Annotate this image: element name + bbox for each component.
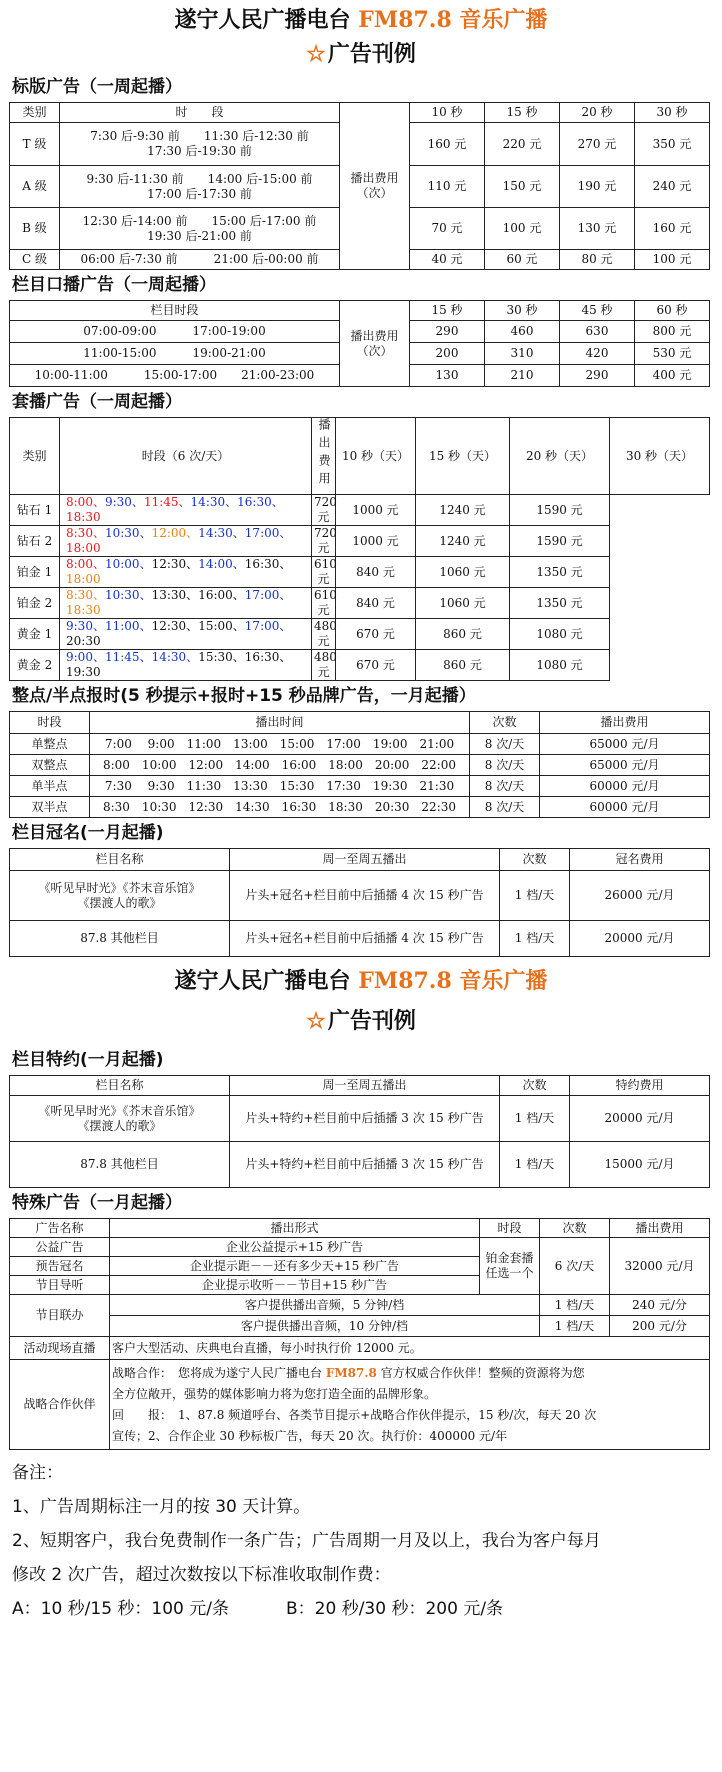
row-fee: 240 元/分 — [610, 1295, 710, 1316]
price-cell: 860 元 — [416, 619, 510, 650]
notes — [12, 1450, 722, 1626]
row-form: 企业提示收听－－节目+15 秒广告 — [110, 1276, 480, 1295]
row-desc: 片头+冠名+栏目前中后插播 4 次 15 秒广告 — [230, 871, 500, 921]
price-cell: 400 元 — [635, 365, 710, 387]
row-times: 8:00 10:00 12:00 14:00 16:00 18:00 20:00 22:00 — [90, 755, 470, 776]
table-taobo — [9, 417, 710, 681]
row-form: 客户提供播出音频，5 分钟/档 — [110, 1295, 540, 1316]
row-times: 7:00 9:00 11:00 13:00 15:00 17:00 19:00 21:00 — [90, 734, 470, 755]
row-name: 预告冠名 — [10, 1257, 110, 1276]
section-title-guanming: 栏目冠名(一月起播) — [12, 823, 164, 843]
header-cell: 周一至周五播出 — [230, 1076, 500, 1096]
name-line: 《听见早时光》《芥末音乐馆》 — [38, 1103, 201, 1118]
partner-text: 官方权威合作伙伴！整频的资源将为您 — [376, 1365, 585, 1380]
row-desc: 片头+冠名+栏目前中后插播 4 次 15 秒广告 — [230, 921, 500, 957]
price-cell: 290 — [560, 365, 635, 387]
price-cell: 530 元 — [635, 343, 710, 365]
row-fee: 65000 元/月 — [540, 755, 710, 776]
time-slot: 13:30 — [151, 588, 187, 602]
row-type: 黄金 2 — [10, 650, 60, 681]
fee-b: B：20 秒/30 秒：200 元/条 — [286, 1599, 504, 1619]
row-slots: 8:00、10:00、12:30、14:00、16:30、18:00 — [60, 557, 312, 588]
row-time: 10:00-11:00 15:00-17:00 21:00-23:00 — [10, 365, 340, 387]
row-time: 06:00 后-7:30 前 21:00 后-00:00 前 — [60, 250, 340, 270]
table-biaoban — [9, 102, 710, 270]
time-slot: 16:30 — [244, 650, 280, 664]
table-row — [10, 1096, 710, 1142]
header-cell: 时段 — [480, 1219, 540, 1238]
table-row — [10, 588, 710, 619]
price-cell: 190 元 — [560, 166, 635, 208]
page-title-2 — [0, 965, 722, 997]
header-cell: 次数 — [540, 1219, 610, 1238]
subtitle-text: 广告刊例 — [327, 1008, 416, 1034]
price-cell: 1000 元 — [336, 495, 416, 526]
row-count: 1 档/天 — [500, 871, 570, 921]
note-item: 2、短期客户，我台免费制作一条广告；广告周期一月及以上，我台为客户每月 — [12, 1531, 601, 1551]
row-type: 铂金 2 — [10, 588, 60, 619]
page-subtitle — [0, 36, 722, 72]
row-time — [60, 166, 340, 208]
row-fee: 200 元/分 — [610, 1316, 710, 1337]
time-slot: 14:30 — [151, 650, 187, 664]
time-slot: 9:00 — [66, 650, 93, 664]
table-row — [10, 1337, 710, 1360]
time-slot: 11:00 — [104, 619, 140, 633]
row-count: 8 次/天 — [470, 734, 540, 755]
time-line: 17:00 后-17:30 前 — [147, 186, 252, 201]
table-row — [10, 776, 710, 797]
time-slot: 12:00 — [151, 526, 187, 540]
time-slot: 16:00 — [198, 588, 233, 602]
header-cell: 播出形式 — [110, 1219, 480, 1238]
time-slot: 8:00 — [66, 557, 93, 571]
price-cell: 840 元 — [336, 588, 416, 619]
table-header-row — [10, 103, 710, 123]
time-slot: 8:00 — [66, 495, 93, 509]
price-cell: 420 — [560, 343, 635, 365]
partner-line: 全方位敞开，强势的媒体影响力将为您打造全面的品牌形象。 — [112, 1386, 437, 1401]
table-row — [10, 734, 710, 755]
duration-header: 30 秒 — [635, 103, 710, 123]
row-count: 1 档/天 — [500, 921, 570, 957]
row-time — [60, 123, 340, 166]
table-header-row — [10, 301, 710, 321]
row-count: 1 档/天 — [500, 1142, 570, 1188]
notes-title: 备注： — [12, 1463, 63, 1483]
row-slots: 8:00、9:30、11:45、14:30、16:30、18:30 — [60, 495, 312, 526]
row-name: 单整点 — [10, 734, 90, 755]
time-slot: 10:30 — [104, 588, 140, 602]
row-desc: 片头+特约+栏目前中后插播 3 次 15 秒广告 — [230, 1096, 500, 1142]
header-cell: 周一至周五播出 — [230, 849, 500, 871]
time-slot: 15:30 — [198, 650, 233, 664]
price-cell: 1240 元 — [416, 495, 510, 526]
price-cell: 1060 元 — [416, 588, 510, 619]
table-row — [10, 1238, 710, 1257]
row-count: 8 次/天 — [470, 797, 540, 818]
time-slot: 17:00 — [244, 526, 280, 540]
header-cell: 栏目名称 — [10, 849, 230, 871]
price-cell: 60 元 — [485, 250, 560, 270]
price-cell: 840 元 — [336, 557, 416, 588]
row-name: 活动现场直播 — [10, 1337, 110, 1360]
time-slot: 10:30 — [104, 526, 140, 540]
header-cell: 次数 — [500, 849, 570, 871]
duration-header: 30 秒 — [485, 301, 560, 321]
duration-header: 20 秒（天） — [510, 418, 610, 495]
row-time: 11:00-15:00 19:00-21:00 — [10, 343, 340, 365]
table-header-row — [10, 712, 710, 734]
price-cell: 720 元 — [312, 495, 336, 526]
table-row — [10, 871, 710, 921]
price-cell: 240 元 — [635, 166, 710, 208]
slot-cell: 铂金套播任选一个 — [480, 1238, 540, 1295]
table-guanming — [9, 848, 710, 957]
table-row — [10, 557, 710, 588]
row-name: 战略合作伙伴 — [10, 1360, 110, 1450]
price-cell: 670 元 — [336, 619, 416, 650]
row-type: A 级 — [10, 166, 60, 208]
table-row — [10, 797, 710, 818]
table-row — [10, 1142, 710, 1188]
note-fees — [12, 1592, 722, 1626]
time-slot: 10:00 — [104, 557, 140, 571]
price-cell: 1590 元 — [510, 495, 610, 526]
name-line: 《摆渡人的歌》 — [77, 895, 162, 910]
section-title-teshu: 特殊广告（一月起播） — [12, 1193, 182, 1213]
price-cell: 1590 元 — [510, 526, 610, 557]
header-cell: 播出费用 — [540, 712, 710, 734]
row-slots: 8:30、10:30、13:30、16:00、17:00、18:30 — [60, 588, 312, 619]
row-slots: 9:00、11:45、14:30、15:30、16:30、19:30 — [60, 650, 312, 681]
title-fm: FM87.8 音乐广播 — [358, 7, 548, 33]
time-slot: 17:00 — [244, 619, 280, 633]
duration-header: 20 秒 — [560, 103, 635, 123]
price-cell: 610 元 — [312, 557, 336, 588]
time-line: 12:30 后-14:00 前 15:00 后-17:00 前 — [82, 213, 317, 228]
header-type: 类别 — [10, 418, 60, 495]
price-cell: 1060 元 — [416, 557, 510, 588]
row-fee: 20000 元/月 — [570, 921, 710, 957]
name-line: 《摆渡人的歌》 — [77, 1118, 162, 1133]
time-slot: 14:30 — [190, 495, 226, 509]
table-row — [10, 755, 710, 776]
row-type: B 级 — [10, 208, 60, 250]
fee-label — [312, 418, 336, 495]
table-row — [10, 650, 710, 681]
price-cell: 160 元 — [410, 123, 485, 166]
table-row — [10, 1316, 710, 1337]
row-name — [10, 1096, 230, 1142]
row-type: T 级 — [10, 123, 60, 166]
row-name: 节目联办 — [10, 1295, 110, 1337]
price-cell: 210 — [485, 365, 560, 387]
fee-label-text: 播出费用 — [317, 418, 331, 490]
price-cell: 1240 元 — [416, 526, 510, 557]
row-name: 节目导听 — [10, 1276, 110, 1295]
price-cell: 800 元 — [635, 321, 710, 343]
time-slot: 9:30 — [104, 495, 132, 509]
title-main: 遂宁人民广播电台 — [174, 968, 359, 994]
time-slot: 18:00 — [66, 541, 101, 555]
row-times: 8:30 10:30 12:30 14:30 16:30 18:30 20:30 22:30 — [90, 797, 470, 818]
time-slot: 18:00 — [66, 572, 101, 586]
row-fee: 20000 元/月 — [570, 1096, 710, 1142]
time-slot: 12:30 — [151, 557, 187, 571]
time-line: 17:30 后-19:30 前 — [147, 144, 252, 158]
page-subtitle-2 — [0, 1003, 722, 1039]
table-header-row — [10, 1076, 710, 1096]
row-fee: 15000 元/月 — [570, 1142, 710, 1188]
partner-line: 宣传；2、合作企业 30 秒标板广告，每天 20 次。执行价：400000 元/年 — [112, 1428, 508, 1443]
header-time: 时 段 — [60, 103, 340, 123]
row-count: 1 档/天 — [500, 1096, 570, 1142]
time-slot: 11:45 — [143, 495, 179, 509]
note-item: 修改 2 次广告，超过次数按以下标准收取制作费： — [12, 1565, 391, 1585]
price-cell: 460 — [485, 321, 560, 343]
time-slot: 19:30 — [66, 665, 101, 679]
row-form: 企业公益提示+15 秒广告 — [110, 1238, 480, 1257]
time-slot: 11:45 — [104, 650, 140, 664]
star-icon: ☆ — [306, 41, 326, 67]
price-cell: 160 元 — [635, 208, 710, 250]
table-header-row — [10, 418, 710, 495]
price-cell: 200 — [410, 343, 485, 365]
duration-header: 10 秒（天） — [336, 418, 416, 495]
table-header-row — [10, 1219, 710, 1238]
price-cell: 860 元 — [416, 650, 510, 681]
row-name: 双整点 — [10, 755, 90, 776]
row-count: 8 次/天 — [470, 755, 540, 776]
price-cell: 100 元 — [635, 250, 710, 270]
price-cell: 130 元 — [560, 208, 635, 250]
header-cell: 广告名称 — [10, 1219, 110, 1238]
price-cell: 630 — [560, 321, 635, 343]
price-cell: 70 元 — [410, 208, 485, 250]
partner-line — [112, 1363, 707, 1384]
table-row — [10, 1360, 710, 1450]
row-fee: 60000 元/月 — [540, 776, 710, 797]
row-fee: 65000 元/月 — [540, 734, 710, 755]
row-count: 1 档/天 — [540, 1295, 610, 1316]
table-header-row — [10, 849, 710, 871]
section-title-baoshi: 整点/半点报时(5 秒提示+报时+15 秒品牌广告，一月起播） — [12, 686, 476, 706]
row-time — [60, 208, 340, 250]
table-row — [10, 495, 710, 526]
price-cell: 1080 元 — [510, 619, 610, 650]
time-slot: 16:30 — [244, 557, 280, 571]
title-main: 遂宁人民广播电台 — [174, 7, 359, 33]
price-cell: 480 元 — [312, 650, 336, 681]
table-row — [10, 921, 710, 957]
row-slots: 8:30、10:30、12:00、14:30、17:00、18:00 — [60, 526, 312, 557]
row-name: 87.8 其他栏目 — [10, 921, 230, 957]
name-line: 《听见早时光》《芥末音乐馆》 — [38, 880, 201, 895]
header-cell: 冠名费用 — [570, 849, 710, 871]
price-cell: 150 元 — [485, 166, 560, 208]
price-cell: 270 元 — [560, 123, 635, 166]
header-cell: 时段 — [10, 712, 90, 734]
price-cell: 110 元 — [410, 166, 485, 208]
time-slot: 17:00 — [244, 588, 280, 602]
price-cell: 1350 元 — [510, 557, 610, 588]
row-name: 公益广告 — [10, 1238, 110, 1257]
row-count: 8 次/天 — [470, 776, 540, 797]
row-name: 双半点 — [10, 797, 90, 818]
table-row — [10, 526, 710, 557]
row-type: 铂金 1 — [10, 557, 60, 588]
row-desc: 客户大型活动、庆典电台直播，每小时执行价 12000 元。 — [110, 1337, 710, 1360]
price-cell: 100 元 — [485, 208, 560, 250]
partner-desc — [110, 1360, 710, 1450]
price-cell: 220 元 — [485, 123, 560, 166]
time-slot: 18:30 — [66, 603, 101, 617]
duration-header: 45 秒 — [560, 301, 635, 321]
row-type: C 级 — [10, 250, 60, 270]
duration-header: 15 秒 — [410, 301, 485, 321]
time-slot: 8:30 — [66, 588, 93, 602]
row-type: 钻石 2 — [10, 526, 60, 557]
price-cell: 610 元 — [312, 588, 336, 619]
fee-a: A：10 秒/15 秒：100 元/条 — [12, 1599, 230, 1619]
price-cell: 1080 元 — [510, 650, 610, 681]
table-baoshi — [9, 711, 710, 818]
row-time: 07:00-09:00 17:00-19:00 — [10, 321, 340, 343]
duration-header: 15 秒 — [485, 103, 560, 123]
price-cell: 670 元 — [336, 650, 416, 681]
price-cell: 40 元 — [410, 250, 485, 270]
header-cell: 播出时间 — [90, 712, 470, 734]
count-cell: 6 次/天 — [540, 1238, 610, 1295]
partner-line: 回 报： 1、87.8 频道呼台、各类节目提示+战略合作伙伴提示，15 秒/次，每天 20 次 — [112, 1407, 597, 1422]
title-fm: FM87.8 音乐广播 — [358, 968, 548, 994]
header-cell: 栏目名称 — [10, 1076, 230, 1096]
table-koubo — [9, 300, 710, 387]
duration-header: 60 秒 — [635, 301, 710, 321]
section-title-biaoban: 标版广告（一周起播） — [12, 77, 182, 97]
note-item: 1、广告周期标注一月的按 30 天计算。 — [12, 1497, 311, 1517]
time-slot: 8:30 — [66, 526, 93, 540]
row-type: 钻石 1 — [10, 495, 60, 526]
header-cell: 播出费用 — [610, 1219, 710, 1238]
header-cell: 次数 — [470, 712, 540, 734]
table-teyue — [9, 1075, 710, 1188]
partner-fm: FM87.8 — [325, 1365, 377, 1380]
row-name: 单半点 — [10, 776, 90, 797]
section-title-teyue: 栏目特约(一月起播) — [12, 1050, 164, 1070]
time-line: 19:30 后-21:00 前 — [147, 228, 252, 243]
time-slot: 9:30 — [66, 619, 93, 633]
partner-text: 战略合作： 您将成为遂宁人民广播电台 — [112, 1365, 326, 1380]
price-cell: 480 元 — [312, 619, 336, 650]
header-time: 时段（6 次/天） — [60, 418, 312, 495]
section-title-taobo: 套播广告（一周起播） — [12, 392, 182, 412]
duration-header: 10 秒 — [410, 103, 485, 123]
time-slot: 16:30 — [237, 495, 272, 509]
time-line: 9:30 后-11:30 前 14:00 后-15:00 前 — [86, 171, 313, 186]
price-cell: 720 元 — [312, 526, 336, 557]
price-cell: 130 — [410, 365, 485, 387]
page-title — [0, 4, 722, 36]
subtitle-text: 广告刊例 — [327, 41, 416, 67]
fee-label: 播出费用（次） — [340, 301, 410, 387]
star-icon: ☆ — [306, 1008, 326, 1034]
price-cell: 310 — [485, 343, 560, 365]
time-slot: 12:30 — [151, 619, 187, 633]
price-cell: 1000 元 — [336, 526, 416, 557]
header-cell: 次数 — [500, 1076, 570, 1096]
time-slot: 18:30 — [66, 510, 101, 524]
time-line: 7:30 后-9:30 前 11:30 后-12:30 前 — [90, 129, 309, 143]
row-fee: 60000 元/月 — [540, 797, 710, 818]
table-row — [10, 1295, 710, 1316]
price-cell: 290 — [410, 321, 485, 343]
price-cell: 1350 元 — [510, 588, 610, 619]
time-slot: 20:30 — [66, 634, 101, 648]
price-cell: 80 元 — [560, 250, 635, 270]
row-name — [10, 871, 230, 921]
time-slot: 15:00 — [198, 619, 233, 633]
row-type: 黄金 1 — [10, 619, 60, 650]
row-desc: 片头+特约+栏目前中后插播 3 次 15 秒广告 — [230, 1142, 500, 1188]
fee-cell: 32000 元/月 — [610, 1238, 710, 1295]
time-slot: 14:00 — [198, 557, 233, 571]
row-form: 企业提示距－－还有多少天+15 秒广告 — [110, 1257, 480, 1276]
fee-label: 播出费用（次） — [340, 103, 410, 270]
price-cell: 350 元 — [635, 123, 710, 166]
header-time: 栏目时段 — [10, 301, 340, 321]
header-cell: 特约费用 — [570, 1076, 710, 1096]
duration-header: 30 秒（天） — [610, 418, 710, 495]
row-times: 7:30 9:30 11:30 13:30 15:30 17:30 19:30 21:30 — [90, 776, 470, 797]
time-slot: 14:30 — [198, 526, 233, 540]
row-fee: 26000 元/月 — [570, 871, 710, 921]
table-row — [10, 619, 710, 650]
section-title-koubo: 栏目口播广告（一周起播） — [12, 275, 216, 295]
row-slots: 9:30、11:00、12:30、15:00、17:00、20:30 — [60, 619, 312, 650]
row-form: 客户提供播出音频，10 分钟/档 — [110, 1316, 540, 1337]
header-type: 类别 — [10, 103, 60, 123]
row-count: 1 档/天 — [540, 1316, 610, 1337]
row-name: 87.8 其他栏目 — [10, 1142, 230, 1188]
duration-header: 15 秒（天） — [416, 418, 510, 495]
table-teshu — [9, 1218, 710, 1450]
